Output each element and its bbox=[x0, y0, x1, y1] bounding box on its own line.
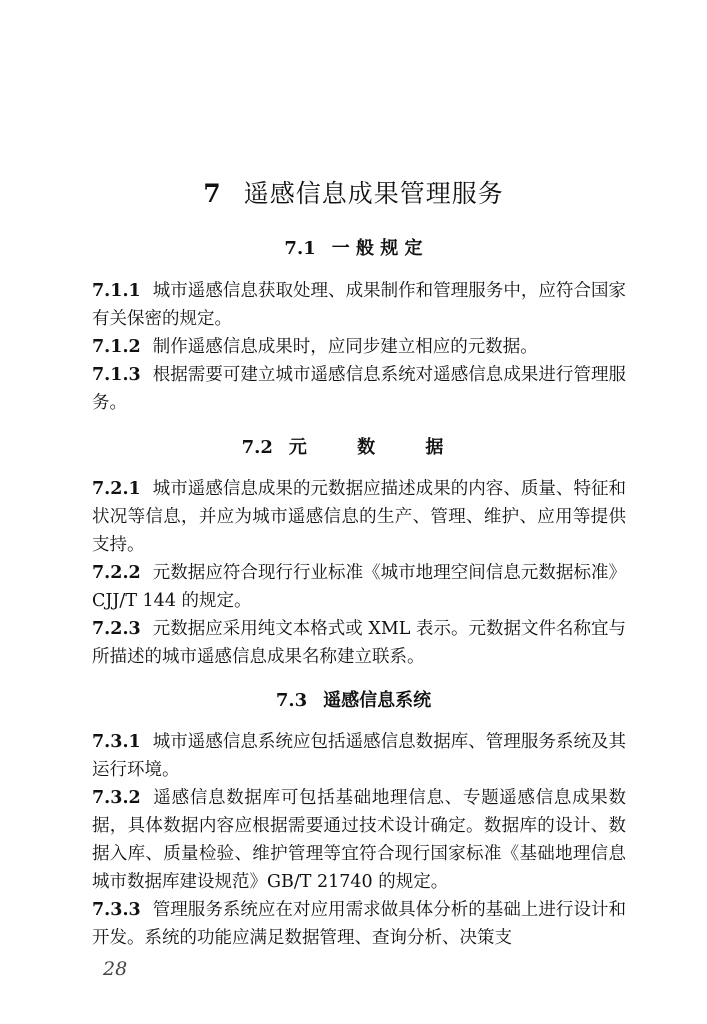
clause-text: 根据需要可建立城市遥感信息系统对遥感信息成果进行管理服务。 bbox=[92, 365, 626, 413]
clause bbox=[92, 615, 626, 671]
section-title bbox=[0, 433, 707, 459]
section-title bbox=[0, 686, 707, 712]
clause-text: 城市遥感信息系统应包括遥感信息数据库、管理服务系统及其运行环境。 bbox=[92, 732, 626, 780]
clause-text: 城市遥感信息成果的元数据应描述成果的内容、质量、特征和状况等信息，并应为城市遥感信息的生产、管理、维护、应用等提供支持。 bbox=[92, 479, 626, 555]
section-number: 7.2 bbox=[241, 437, 273, 458]
section-title-text: 遥感信息系统 bbox=[323, 690, 432, 711]
clause-text: 元数据应符合现行行业标准《城市地理空间信息元数据标准》CJJ/T 144 的规定。 bbox=[92, 563, 626, 611]
page-number: 28 bbox=[103, 958, 128, 980]
clause-number: 7.1.3 bbox=[92, 365, 141, 385]
chapter-number: 7 bbox=[203, 179, 222, 208]
clause-text: 制作遥感信息成果时，应同步建立相应的元数据。 bbox=[152, 337, 538, 357]
clause-number: 7.1.1 bbox=[92, 281, 141, 301]
section-number: 7.1 bbox=[284, 238, 316, 259]
section-title bbox=[0, 234, 707, 260]
section-number: 7.3 bbox=[275, 690, 308, 711]
clause-number: 7.2.2 bbox=[92, 563, 141, 583]
clause-number: 7.1.2 bbox=[92, 337, 141, 357]
clause bbox=[92, 728, 626, 784]
clause-text: 元数据应采用纯文本格式或 XML 表示。元数据文件名称宜与所描述的城市遥感信息成果名称建立联系。 bbox=[92, 619, 626, 667]
clause bbox=[92, 896, 626, 952]
clause-text: 管理服务系统应在对应用需求做具体分析的基础上进行设计和开发。系统的功能应满足数据管理、查询分析、决策支 bbox=[92, 900, 626, 948]
clause-number: 7.2.3 bbox=[92, 619, 141, 639]
section-title-text: 元 数 据 bbox=[288, 437, 466, 458]
clause bbox=[92, 333, 626, 361]
clause bbox=[92, 784, 626, 896]
clause-number: 7.3.2 bbox=[92, 788, 141, 808]
chapter-title-text: 遥感信息成果管理服务 bbox=[243, 179, 504, 208]
clause-number: 7.2.1 bbox=[92, 479, 141, 499]
clause bbox=[92, 559, 626, 615]
clause-number: 7.3.1 bbox=[92, 732, 141, 752]
clause bbox=[92, 361, 626, 417]
chapter-title bbox=[0, 174, 707, 210]
clause-text: 城市遥感信息获取处理、成果制作和管理服务中，应符合国家有关保密的规定。 bbox=[92, 281, 626, 329]
clause bbox=[92, 475, 626, 559]
clause-number: 7.3.3 bbox=[92, 900, 141, 920]
section-title-text: 一 般 规 定 bbox=[331, 238, 423, 259]
clause bbox=[92, 277, 626, 333]
clause-text: 遥感信息数据库可包括基础地理信息、专题遥感信息成果数据，具体数据内容应根据需要通过技术设计确定。数据库的设计、数据入库、质量检验、维护管理等宜符合现行国家标准《基础地理信息城市数据库建设规范》GB/T 21740 的规定。 bbox=[92, 788, 626, 892]
